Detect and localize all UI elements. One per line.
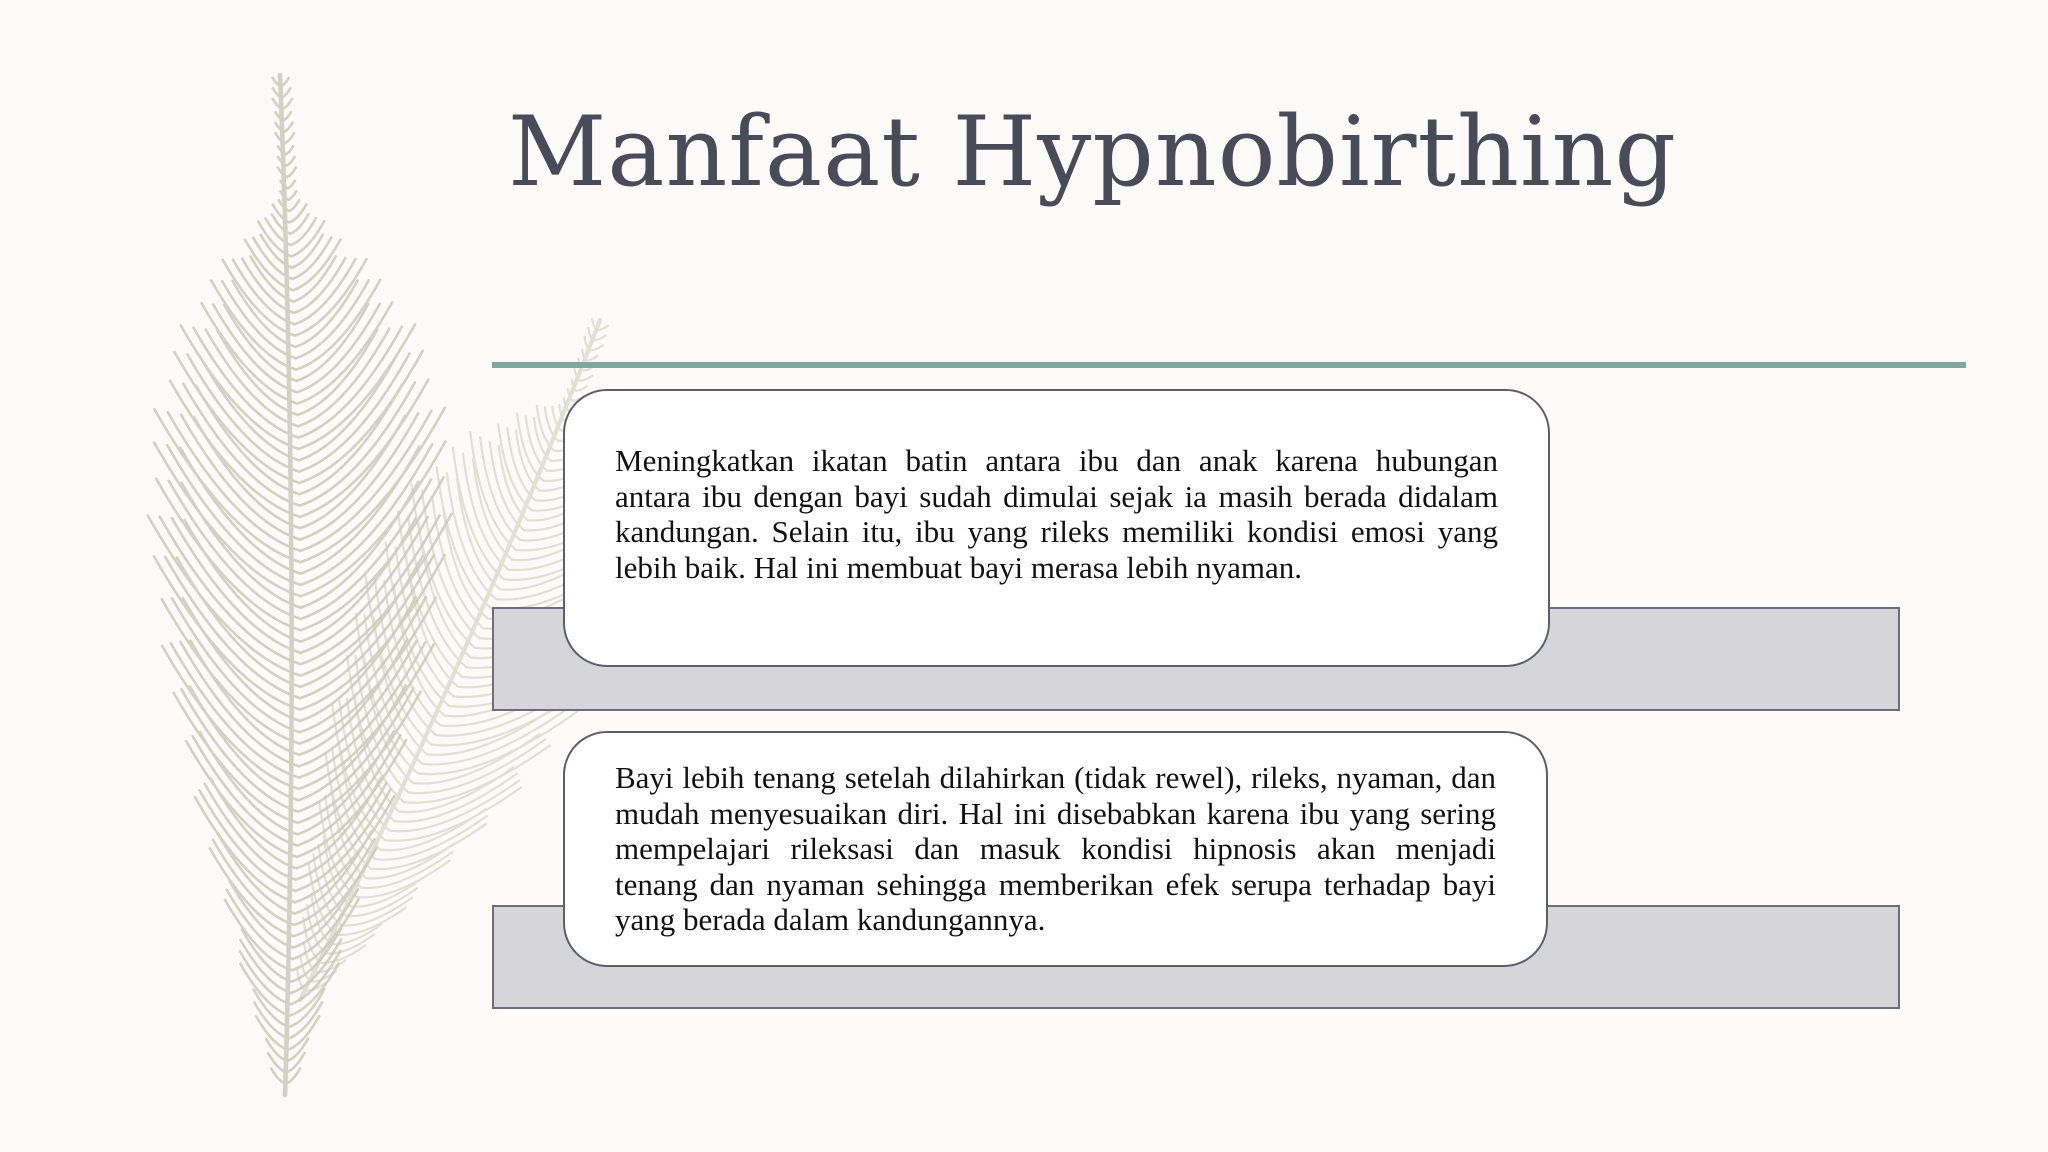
feather-front [148,75,452,1095]
benefit-text-2: Bayi lebih tenang setelah dilahirkan (tidak rewel), rileks, nyaman, dan mudah menyesuaikan diri. Hal ini disebabkan karena ibu yang sering mempelajari rileksasi dan masuk kondisi hipnosis akan menjadi tenang dan nyaman sehingga memberikan efek serupa terhadap bayi yang berada dalam kandungannya. [615,760,1496,938]
benefit-card-1 [563,389,1550,667]
slide-title: Manfaat Hypnobirthing [508,96,1677,208]
benefit-card-2 [563,731,1548,967]
accent-rule [492,362,1966,368]
benefit-text-1: Meningkatkan ikatan batin antara ibu dan anak karena hubungan antara ibu dengan bayi sudah dimulai sejak ia masih berada didalam kandungan. Selain itu, ibu yang rileks memiliki kondisi emosi yang lebih baik. Hal ini membuat bayi merasa lebih nyaman. [615,443,1498,585]
